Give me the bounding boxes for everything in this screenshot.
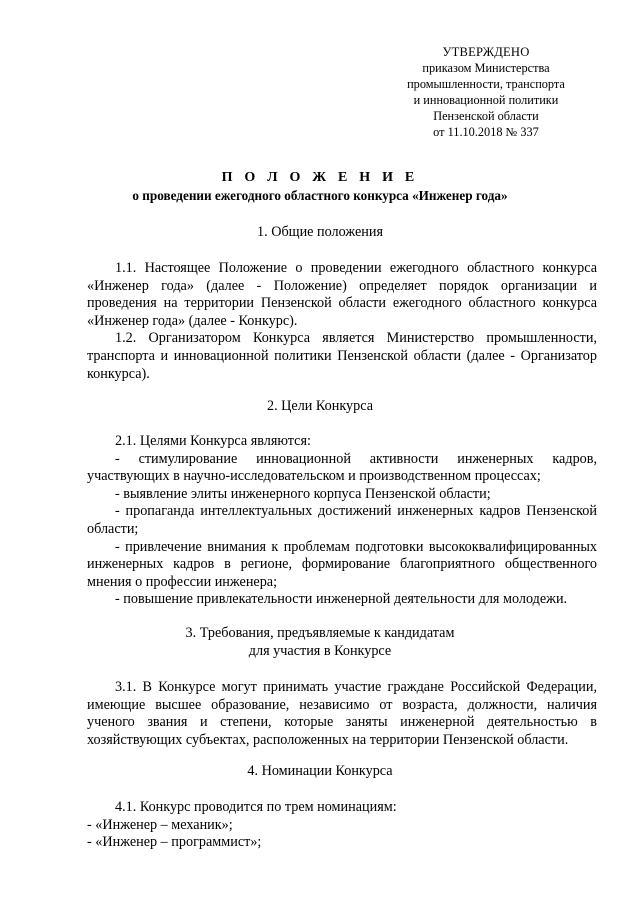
approval-stamp bbox=[388, 44, 584, 140]
section-1-heading: 1. Общие положения bbox=[257, 224, 383, 240]
nomination-item: - «Инженер – программист»; bbox=[87, 834, 262, 851]
goal-item: - стимулирование инновационной активности инженерных кадров, участвующих в научно-исследовательском и производственном процессах; bbox=[87, 450, 597, 485]
clause-1-2: 1.2. Организатором Конкурса является Министерство промышленности, транспорта и инновационной политики Пензенской области (далее - Организатор конкурса). bbox=[87, 330, 597, 382]
clause-4-1: 4.1. Конкурс проводится по трем номинациям: bbox=[115, 799, 397, 815]
document-subtitle: о проведении ежегодного областного конкурса «Инженер года» bbox=[132, 188, 508, 203]
section-3-body bbox=[87, 679, 597, 749]
section-2-heading: 2. Цели Конкурса bbox=[266, 398, 374, 414]
section-3-heading-line-2: для участия в Конкурсе bbox=[248, 642, 392, 659]
approval-line: и инновационной политики bbox=[413, 93, 559, 107]
clause-1-1: 1.1. Настоящее Положение о проведении ежегодного областного конкурса «Инженер года» (далее - Положение) определяет порядок организации и проведения на территории Пензенской области ежегодного областного конкурса «Инженер года» (далее - Конкурс). bbox=[87, 260, 597, 329]
clause-2-1: 2.1. Целями Конкурса являются: bbox=[115, 433, 311, 449]
approval-line: Пензенской области bbox=[433, 109, 539, 123]
goal-item: - привлечение внимания к проблемам подготовки высококвалифицированных инженерных кадров в регионе, формирование благоприятного общественного мнения о профессии инженера; bbox=[87, 538, 597, 590]
clause-3-1: 3.1. В Конкурсе могут принимать участие граждане Российской Федерации, имеющие высшее образование, независимо от возраста, должности, наличия ученого звания и степени, которые заняты инженерной деятельностью в хозяйствующих субъектах, расположенных на территории Пензенской области. bbox=[87, 679, 597, 748]
section-2-body bbox=[87, 433, 597, 609]
nomination-item: - «Инженер – механик»; bbox=[87, 816, 233, 833]
goal-item: - выявление элиты инженерного корпуса Пензенской области; bbox=[115, 485, 491, 502]
section-4-body bbox=[87, 799, 597, 852]
document-title: П О Л О Ж Е Н И Е bbox=[221, 170, 419, 185]
goal-item: - пропаганда интеллектуальных достижений инженерных кадров Пензенской области; bbox=[87, 503, 597, 537]
section-3-heading bbox=[0, 625, 640, 660]
section-4-heading: 4. Номинации Конкурса bbox=[247, 763, 393, 779]
goal-item: - повышение привлекательности инженерной деятельности для молодежи. bbox=[115, 591, 568, 608]
approval-line: промышленности, транспорта bbox=[407, 77, 565, 91]
approval-line: приказом Министерства bbox=[422, 61, 550, 75]
approval-line: от 11.10.2018 № 337 bbox=[433, 125, 539, 139]
section-3-heading-line-1: 3. Требования, предъявляемые к кандидатам bbox=[185, 625, 455, 641]
approval-heading: УТВЕРЖДЕНО bbox=[442, 45, 530, 59]
section-1-body bbox=[87, 260, 597, 383]
